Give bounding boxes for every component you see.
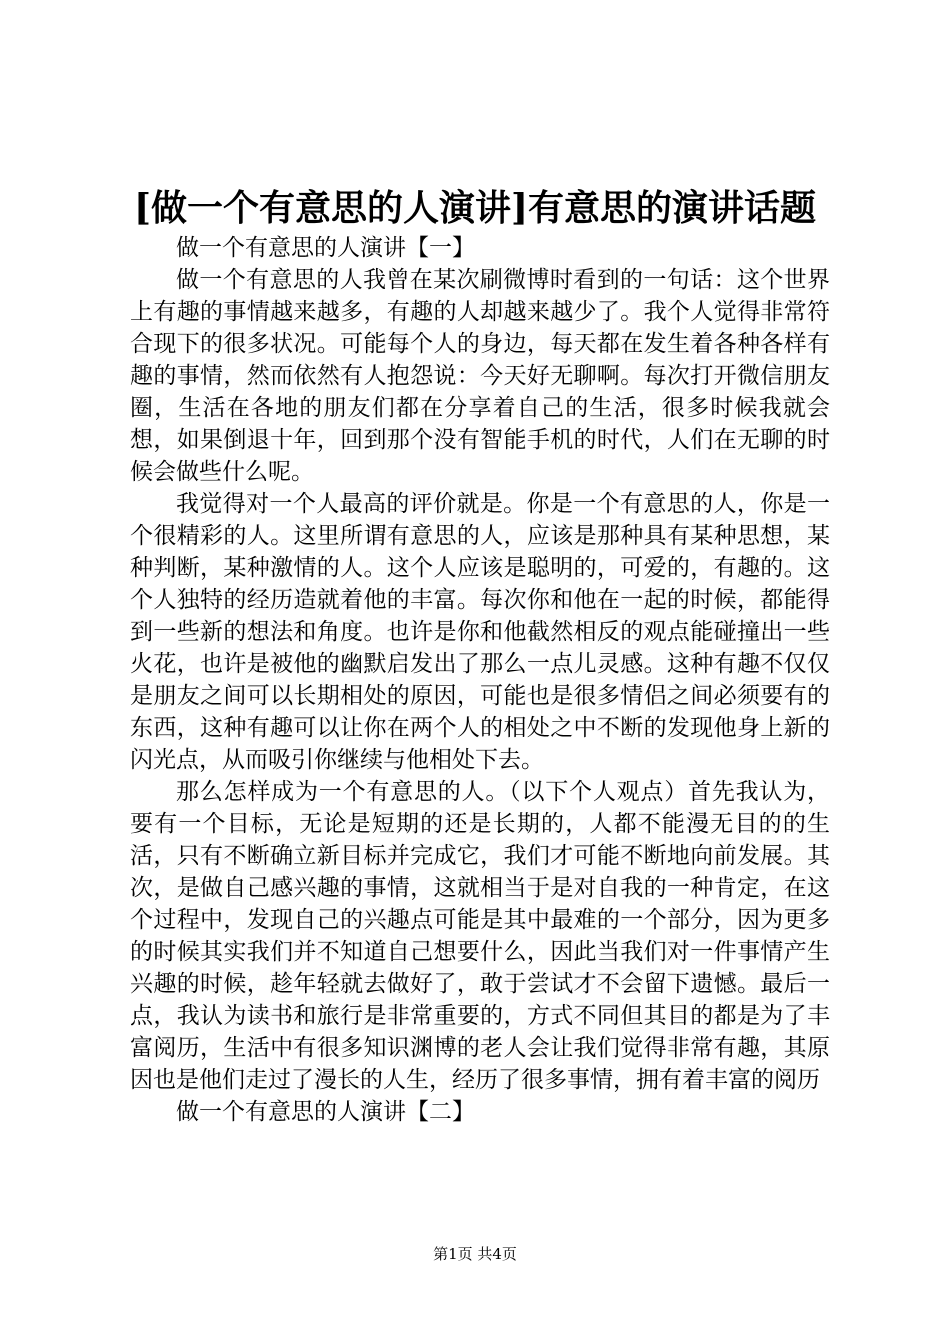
document-body [130,232,830,1128]
section-heading-2: 做一个有意思的人演讲【二】 [176,1099,475,1125]
paragraph-2: 我觉得对一个人最高的评价就是。你是一个有意思的人，你是一个很精彩的人。这里所谓有意思的人，应该是那种具有某种思想，某种判断，某种激情的人。这个人应该是聪明的，可爱的，有趣的。这个人独特的经历造就着他的丰富。每次你和他在一起的时候，都能得到一些新的想法和角度。也许是你和他截然相反的观点能碰撞出一些火花，也许是被他的幽默启发出了那么一点儿灵感。这种有趣不仅仅是朋友之间可以长期相处的原因，可能也是很多情侣之间必须要有的东西，这种有趣可以让你在两个人的相处之中不断的发现他身上新的闪光点，从而吸引你继续与他相处下去。 [130,491,830,773]
paragraph-1: 做一个有意思的人我曾在某次刷微博时看到的一句话：这个世界上有趣的事情越来越多，有趣的人却越来越少了。我个人觉得非常符合现下的很多状况。可能每个人的身边，每天都在发生着各种各样有趣的事情，然而依然有人抱怨说：今天好无聊啊。每次打开微信朋友圈，生活在各地的朋友们都在分享着自己的生活，很多时候我就会想，如果倒退十年，回到那个没有智能手机的时代，人们在无聊的时候会做些什么呢。 [130,267,830,485]
paragraph-3: 那么怎样成为一个有意思的人。（以下个人观点）首先我认为，要有一个目标，无论是短期的还是长期的，人都不能漫无目的的生活，只有不断确立新目标并完成它，我们才可能不断地向前发展。其次，是做自己感兴趣的事情，这就相当于是对自我的一种肯定，在这个过程中，发现自己的兴趣点可能是其中最难的一个部分，因为更多的时候其实我们并不知道自己想要什么，因此当我们对一件事情产生兴趣的时候，趁年轻就去做好了，敢于尝试才不会留下遗憾。最后一点，我认为读书和旅行是非常重要的，方式不同但其目的都是为了丰富阅历，生活中有很多知识渊博的老人会让我们觉得非常有趣，其原因也是他们走过了漫长的人生，经历了很多事情，拥有着丰富的阅历 [130,779,830,1093]
document-title: [做一个有意思的人演讲]有意思的演讲话题 [133,187,817,229]
page-footer: 第1页 共4页 [433,1245,517,1263]
section-heading-1: 做一个有意思的人演讲【一】 [176,235,475,261]
